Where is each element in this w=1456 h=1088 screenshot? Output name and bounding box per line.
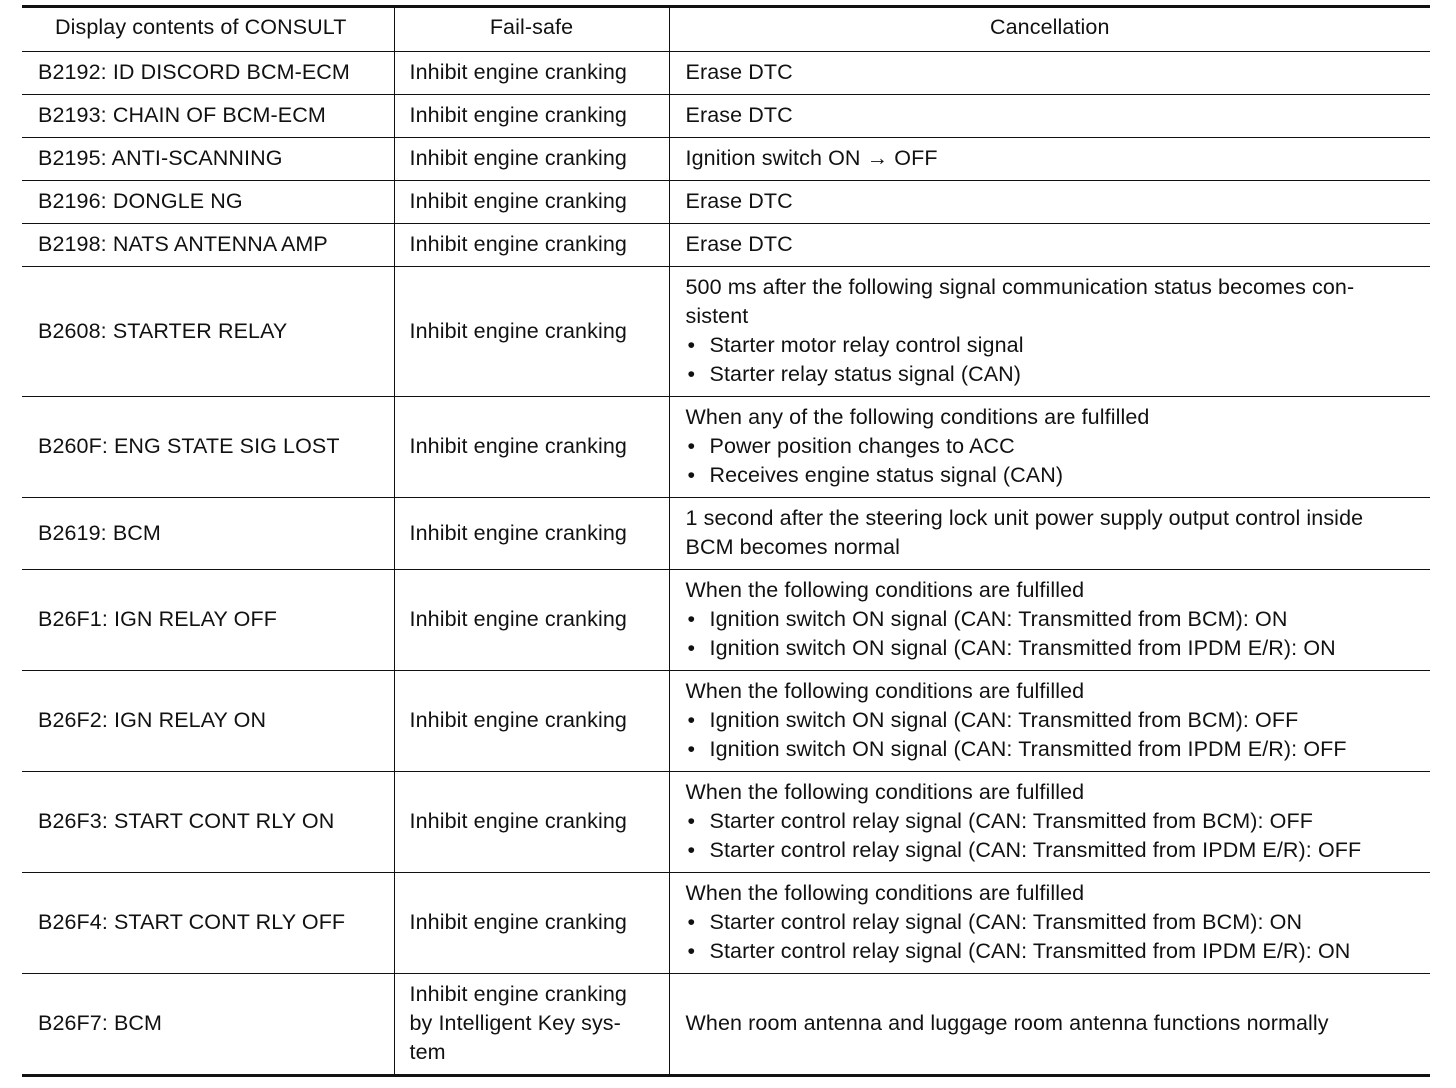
cancellation-text: 500 ms after the following signal communication status becomes con-	[685, 275, 1355, 299]
table-row	[22, 95, 1430, 138]
fail-safe-text: Inhibit engine cranking	[409, 910, 627, 934]
dtc-code-cell	[22, 570, 394, 671]
cancellation-bullet-text: Ignition switch ON signal (CAN: Transmitted from BCM): OFF	[709, 708, 1299, 732]
cancellation-text: Ignition switch ON → OFF	[685, 146, 938, 170]
cancellation-cell	[669, 267, 1430, 397]
fail-safe-text: Inhibit engine cranking	[409, 809, 627, 833]
cancellation-cell	[669, 52, 1430, 95]
bullet-icon: •	[687, 838, 696, 862]
dtc-code-cell	[22, 974, 394, 1076]
cancellation-text: Erase DTC	[685, 103, 793, 127]
cancellation-bullet-text: Starter control relay signal (CAN: Transmitted from IPDM E/R): ON	[709, 939, 1351, 963]
bullet-icon: •	[687, 434, 696, 458]
cancellation-bullet-item	[686, 735, 1423, 764]
cancellation-text: 1 second after the steering lock unit power supply output control inside	[685, 506, 1364, 530]
dtc-code-text: B26F1: IGN RELAY OFF	[38, 607, 277, 631]
dtc-code-text: B2195: ANTI-SCANNING	[38, 146, 283, 170]
cancellation-bullet-item	[686, 605, 1423, 634]
fail-safe-cell	[394, 671, 669, 772]
cancellation-bullet-item	[686, 908, 1423, 937]
cancellation-bullet-item	[686, 432, 1423, 461]
dtc-code-cell	[22, 267, 394, 397]
table-row	[22, 671, 1430, 772]
cancellation-text: When room antenna and luggage room antenna functions normally	[685, 1011, 1329, 1035]
table-body	[22, 52, 1430, 1076]
cancellation-bullet-item	[686, 331, 1423, 360]
cancellation-bullet-item	[686, 937, 1423, 966]
dtc-code-cell	[22, 95, 394, 138]
cancellation-text: Erase DTC	[685, 60, 793, 84]
cancellation-cell	[669, 181, 1430, 224]
cancellation-bullet-text: Ignition switch ON signal (CAN: Transmitted from IPDM E/R): ON	[709, 636, 1336, 660]
dtc-code-cell	[22, 873, 394, 974]
cancellation-cell	[669, 498, 1430, 570]
cancellation-bullet-item	[686, 461, 1423, 490]
table-row	[22, 974, 1430, 1076]
dtc-code-cell	[22, 397, 394, 498]
fail-safe-text: Inhibit engine cranking	[409, 189, 627, 213]
table-row	[22, 498, 1430, 570]
table-row	[22, 224, 1430, 267]
fail-safe-text: Inhibit engine cranking	[409, 318, 627, 343]
dtc-code-cell	[22, 224, 394, 267]
cancellation-bullet-text: Receives engine status signal (CAN)	[709, 463, 1064, 487]
fail-safe-cell	[394, 498, 669, 570]
fail-safe-text: Inhibit engine cranking	[409, 103, 627, 127]
cancellation-text: When any of the following conditions are fulfilled	[685, 405, 1150, 429]
cancellation-text: When the following conditions are fulfilled	[685, 679, 1085, 703]
fail-safe-text: Inhibit engine cranking	[409, 607, 627, 631]
table-row	[22, 570, 1430, 671]
fail-safe-cell	[394, 224, 669, 267]
fail-safe-text: Inhibit engine cranking	[409, 60, 627, 84]
fail-safe-text: Inhibit engine cranking	[409, 434, 627, 458]
bullet-icon: •	[687, 333, 696, 357]
cancellation-text: When the following conditions are fulfilled	[685, 780, 1085, 804]
cancellation-cell	[669, 974, 1430, 1076]
bullet-icon: •	[687, 939, 696, 963]
cancellation-bullet-text: Ignition switch ON signal (CAN: Transmitted from IPDM E/R): OFF	[709, 737, 1347, 761]
dtc-code-text: B26F7: BCM	[38, 1011, 163, 1035]
cancellation-bullet-text: Ignition switch ON signal (CAN: Transmitted from BCM): ON	[709, 607, 1288, 631]
fail-safe-cell	[394, 772, 669, 873]
fail-safe-cell	[394, 181, 669, 224]
dtc-code-text: B2619: BCM	[38, 520, 161, 545]
dtc-code-cell	[22, 772, 394, 873]
header-row	[22, 7, 1430, 52]
cancellation-cell	[669, 224, 1430, 267]
table-row	[22, 52, 1430, 95]
dtc-code-cell	[22, 498, 394, 570]
cancellation-cell	[669, 671, 1430, 772]
cancellation-bullet-item	[686, 706, 1423, 735]
dtc-code-text: B2608: STARTER RELAY	[38, 318, 288, 343]
dtc-code-text: B2196: DONGLE NG	[38, 189, 243, 213]
fail-safe-cell	[394, 52, 669, 95]
dtc-code-text: B2192: ID DISCORD BCM-ECM	[38, 60, 350, 84]
cancellation-bullet-text: Starter control relay signal (CAN: Transmitted from IPDM E/R): OFF	[709, 838, 1362, 862]
fail-safe-cell	[394, 570, 669, 671]
dtc-code-cell	[22, 138, 394, 181]
table-header	[22, 7, 1430, 52]
cancellation-cell	[669, 873, 1430, 974]
bullet-icon: •	[687, 607, 696, 631]
fail-safe-cell	[394, 397, 669, 498]
bullet-icon: •	[687, 737, 696, 761]
dtc-code-text: B2198: NATS ANTENNA AMP	[38, 232, 328, 256]
fail-safe-text: Inhibit engine cranking	[409, 520, 627, 545]
table-row	[22, 772, 1430, 873]
fail-safe-cell	[394, 974, 669, 1076]
fail-safe-text: Inhibit engine cranking	[409, 232, 627, 256]
table-row	[22, 138, 1430, 181]
cancellation-bullet-item	[686, 360, 1423, 389]
table-row	[22, 873, 1430, 974]
cancellation-bullet-item	[686, 634, 1423, 663]
fail-safe-text: Inhibit engine cranking	[409, 708, 627, 732]
fail-safe-table	[22, 5, 1430, 1077]
cancellation-bullet-text: Starter relay status signal (CAN)	[709, 362, 1022, 386]
fail-safe-text: tem	[409, 1040, 446, 1064]
dtc-code-cell	[22, 52, 394, 95]
cancellation-text: When the following conditions are fulfilled	[685, 881, 1085, 905]
fail-safe-cell	[394, 267, 669, 397]
table-row	[22, 397, 1430, 498]
dtc-code-text: B2193: CHAIN OF BCM-ECM	[38, 103, 326, 127]
cancellation-cell	[669, 138, 1430, 181]
cancellation-text: Erase DTC	[685, 189, 793, 213]
table-row	[22, 267, 1430, 397]
fail-safe-cell	[394, 138, 669, 181]
bullet-icon: •	[687, 708, 696, 732]
fail-safe-cell	[394, 95, 669, 138]
cancellation-bullet-item	[686, 836, 1423, 865]
bullet-icon: •	[687, 636, 696, 660]
fail-safe-text: by Intelligent Key sys-	[409, 1011, 621, 1035]
dtc-code-cell	[22, 671, 394, 772]
cancellation-bullet-text: Power position changes to ACC	[709, 434, 1015, 458]
dtc-code-text: B260F: ENG STATE SIG LOST	[38, 434, 340, 458]
cancellation-cell	[669, 95, 1430, 138]
table-row	[22, 181, 1430, 224]
dtc-code-text: B26F2: IGN RELAY ON	[38, 708, 267, 732]
fail-safe-text: Inhibit engine cranking	[409, 146, 627, 170]
fail-safe-cell	[394, 873, 669, 974]
cancellation-text: When the following conditions are fulfilled	[685, 578, 1085, 602]
header-fail-safe: Fail-safe	[394, 7, 669, 52]
cancellation-bullet-item	[686, 807, 1423, 836]
cancellation-cell	[669, 397, 1430, 498]
cancellation-bullet-text: Starter motor relay control signal	[709, 333, 1024, 357]
dtc-code-text: B26F3: START CONT RLY ON	[38, 809, 335, 833]
cancellation-text: Erase DTC	[685, 232, 793, 256]
cancellation-cell	[669, 772, 1430, 873]
cancellation-bullet-text: Starter control relay signal (CAN: Transmitted from BCM): ON	[709, 910, 1303, 934]
dtc-code-cell	[22, 181, 394, 224]
fail-safe-text: Inhibit engine cranking	[409, 982, 627, 1006]
bullet-icon: •	[687, 362, 696, 386]
cancellation-bullet-text: Starter control relay signal (CAN: Transmitted from BCM): OFF	[709, 809, 1313, 833]
header-display-contents: Display contents of CONSULT	[22, 7, 394, 52]
bullet-icon: •	[687, 809, 696, 833]
cancellation-text: BCM becomes normal	[685, 535, 900, 559]
bullet-icon: •	[687, 910, 696, 934]
bullet-icon: •	[687, 463, 696, 487]
cancellation-text: sistent	[685, 304, 749, 328]
dtc-code-text: B26F4: START CONT RLY OFF	[38, 910, 346, 934]
header-cancellation: Cancellation	[669, 7, 1430, 52]
cancellation-cell	[669, 570, 1430, 671]
